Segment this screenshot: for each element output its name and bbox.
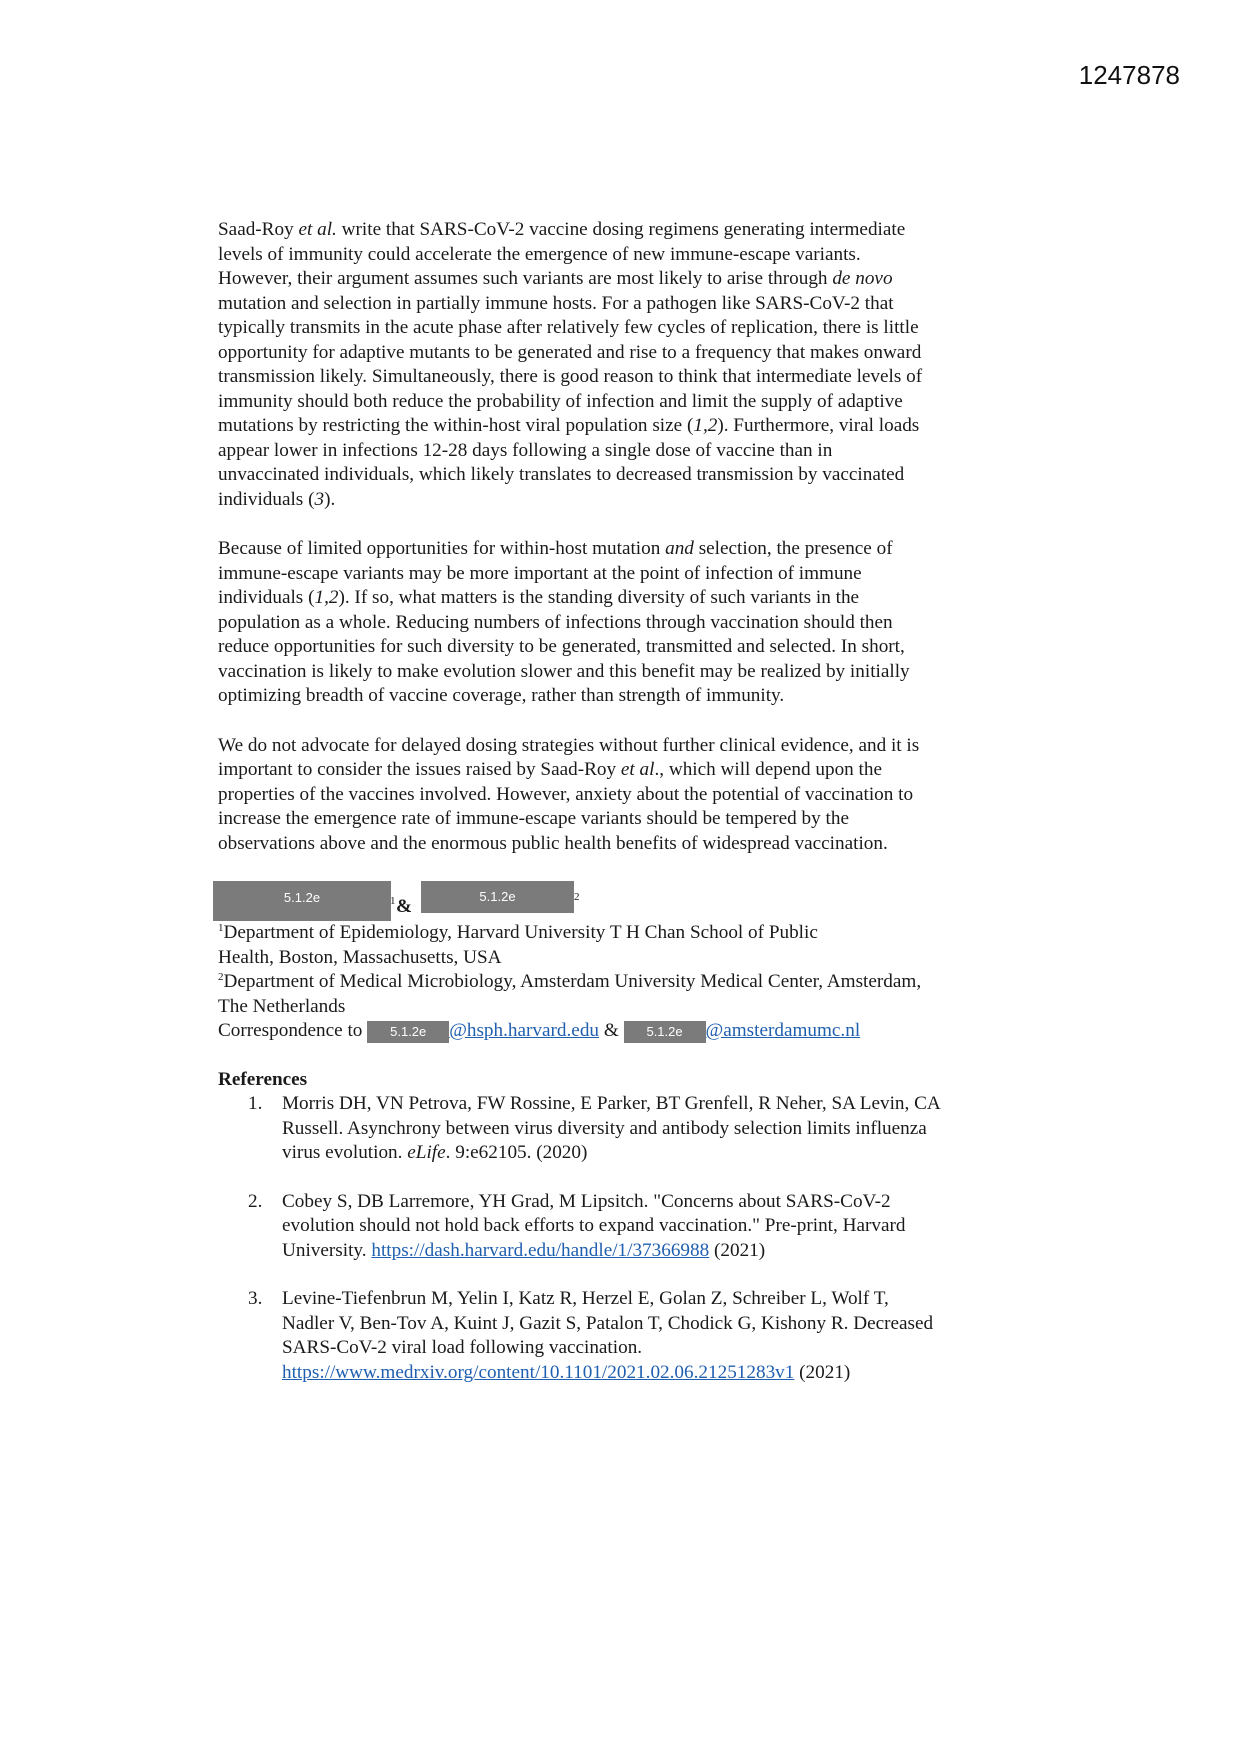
references-heading: References	[218, 1068, 308, 1090]
reference-item	[218, 1190, 1026, 1264]
text-run: Levine-Tiefenbrun M, Yelin I, Katz R, Herzel E, Golan Z, Schreiber L, Wolf T,	[282, 1288, 889, 1309]
text-run: immune-escape variants may be more important at the point of infection of immune	[218, 562, 862, 584]
email-2-domain-link[interactable]: @amsterdamumc.nl	[705, 1020, 861, 1041]
italic-text: et al.	[298, 219, 337, 240]
text-line	[218, 807, 1026, 832]
text-run: individuals (	[218, 488, 315, 510]
affiliation-line: Health, Boston, Massachusetts, USA	[218, 946, 502, 968]
text-line	[282, 1287, 1026, 1312]
text-run: optimizing breadth of vaccine coverage, rather than strength of immunity.	[218, 685, 785, 706]
text-line	[218, 414, 1026, 439]
text-line	[218, 365, 1026, 390]
text-run: mutations by restricting the within-host viral population size (	[218, 415, 694, 436]
affiliation-mark: 1	[218, 922, 224, 934]
letter-body	[218, 218, 1026, 1409]
text-line	[218, 243, 1026, 268]
reference-number: 1.	[248, 1093, 263, 1114]
redacted-author-2: 5.1.2e	[421, 881, 574, 913]
redacted-author-1: 5.1.2e	[213, 881, 391, 921]
text-line	[218, 562, 1026, 587]
text-line	[218, 783, 1026, 808]
text-run: properties of the vaccines involved. However, anxiety about the potential of vaccination to	[218, 783, 914, 805]
text-run: . 9:e62105. (2020)	[445, 1142, 588, 1163]
text-line	[282, 1117, 1026, 1142]
text-run: Nadler V, Ben-Tov A, Kuint J, Gazit S, Patalon T, Chodick G, Kishony R. Decreased	[282, 1312, 934, 1334]
text-line	[218, 832, 1026, 857]
text-line	[218, 611, 1026, 636]
italic-text: 1,2	[693, 415, 718, 436]
text-line	[282, 1312, 1026, 1337]
text-line	[282, 1190, 1026, 1215]
italic-text: de novo	[832, 268, 893, 289]
text-run: (2021)	[794, 1361, 851, 1383]
text-run: mutation and selection in partially immune hosts. For a pathogen like SARS-CoV-2 that	[218, 292, 894, 314]
text-run: observations above and the enormous public health benefits of widespread vaccination.	[218, 832, 888, 854]
text-run: selection, the presence of	[693, 538, 893, 559]
text-run: increase the emergence rate of immune-escape variants should be tempered by the	[218, 808, 849, 829]
text-run: levels of immunity could accelerate the emergence of new immune-escape variants.	[218, 243, 861, 265]
reference-item	[218, 1287, 1026, 1385]
text-run: Cobey S, DB Larremore, YH Grad, M Lipsitch. "Concerns about SARS-CoV-2	[282, 1190, 891, 1212]
text-line	[218, 586, 1026, 611]
text-run: Russell. Asynchrony between virus diversity and antibody selection limits influenza	[282, 1117, 927, 1139]
text-run: evolution should not hold back efforts to expand vaccination." Pre-print, Harvard	[282, 1215, 906, 1236]
text-run: Because of limited opportunities for within-host mutation	[218, 538, 666, 559]
text-line	[218, 684, 1026, 709]
author-ampersand: &	[396, 896, 412, 917]
correspondence-separator: &	[599, 1020, 624, 1041]
affiliation-mark: 2	[218, 971, 224, 983]
text-run: write that SARS-CoV-2 vaccine dosing regimens generating intermediate	[336, 219, 906, 240]
text-run: transmission likely. Simultaneously, there is good reason to think that intermediate levels of	[218, 366, 923, 387]
text-run: reduce opportunities for such diversity to be generated, transmitted and selected. In short,	[218, 636, 905, 657]
text-line	[218, 341, 1026, 366]
author-1-affiliation-mark: 1	[390, 895, 396, 907]
text-run: appear lower in infections 12-28 days following a single dose of vaccine than in	[218, 439, 833, 461]
text-line	[218, 267, 1026, 292]
text-run: virus evolution.	[282, 1142, 408, 1163]
affiliation-line	[218, 970, 1026, 995]
reference-link[interactable]: https://dash.harvard.edu/handle/1/37366988	[371, 1239, 710, 1261]
text-run: important to consider the issues raised by Saad-Roy	[218, 759, 621, 780]
affiliation	[218, 921, 1026, 970]
text-line	[218, 316, 1026, 341]
references-list	[218, 1092, 1026, 1385]
reference-link[interactable]: https://www.medrxiv.org/content/10.1101/2021.02.06.21251283v1	[282, 1361, 795, 1383]
correspondence-label: Correspondence to	[218, 1020, 368, 1041]
text-line	[218, 635, 1026, 660]
text-run: ). Furthermore, viral loads	[717, 415, 920, 436]
italic-text: 3	[314, 488, 325, 510]
text-run: unvaccinated individuals, which likely translates to decreased transmission by vaccinated	[218, 464, 905, 485]
redacted-email-1: 5.1.2e	[367, 1021, 449, 1043]
text-line	[218, 734, 1026, 759]
reference-number: 2.	[248, 1190, 263, 1212]
text-run: (2021)	[709, 1239, 766, 1261]
text-line	[218, 537, 1026, 562]
redacted-email-2: 5.1.2e	[624, 1021, 706, 1043]
correspondence-line	[218, 1019, 1026, 1044]
author-line	[218, 881, 1026, 921]
text-run: We do not advocate for delayed dosing strategies without further clinical evidence, and it is	[218, 734, 920, 756]
text-line	[218, 488, 1026, 513]
text-line	[218, 758, 1026, 783]
italic-text: et al	[620, 759, 655, 780]
text-run: typically transmits in the acute phase after relatively few cycles of replication, there is little	[218, 317, 919, 338]
italic-text: and	[665, 538, 694, 559]
text-line	[282, 1092, 1026, 1117]
affiliation-line: The Netherlands	[218, 995, 346, 1017]
body-paragraph	[218, 218, 1026, 512]
text-run: Morris DH, VN Petrova, FW Rossine, E Parker, BT Grenfell, R Neher, SA Levin, CA	[282, 1093, 941, 1114]
text-line	[282, 1336, 1026, 1361]
text-run: individuals (	[218, 587, 315, 608]
author-2-affiliation-mark: 2	[574, 891, 580, 903]
affiliation-line	[218, 921, 1026, 946]
text-line	[282, 1361, 1026, 1386]
affiliation-text: Department of Medical Microbiology, Amsterdam University Medical Center, Amsterdam,	[223, 971, 922, 992]
text-line	[218, 218, 1026, 243]
affiliation	[218, 970, 1026, 1019]
text-run: ., which will depend upon the	[654, 759, 882, 780]
text-run: Saad-Roy	[218, 219, 299, 240]
body-paragraph	[218, 537, 1026, 709]
text-run: SARS-CoV-2 viral load following vaccination.	[282, 1337, 643, 1358]
italic-text: eLife	[407, 1142, 446, 1163]
text-line	[282, 1141, 1026, 1166]
text-line	[218, 439, 1026, 464]
text-run: immunity should both reduce the probability of infection and limit the supply of adaptive	[218, 390, 903, 412]
text-run: University.	[282, 1239, 372, 1261]
text-line	[218, 463, 1026, 488]
text-line	[218, 390, 1026, 415]
italic-text: 1,2	[314, 587, 339, 608]
reference-item	[218, 1092, 1026, 1166]
affiliation-text: Department of Epidemiology, Harvard University T H Chan School of Public	[223, 922, 818, 943]
text-run: opportunity for adaptive mutants to be generated and rise to a frequency that makes onward	[218, 341, 922, 363]
reference-number: 3.	[248, 1288, 263, 1309]
text-line	[282, 1214, 1026, 1239]
body-paragraph	[218, 734, 1026, 857]
text-run: vaccination is likely to make evolution slower and this benefit may be realized by initially	[218, 660, 910, 682]
text-line	[218, 292, 1026, 317]
text-line	[218, 660, 1026, 685]
text-run: population as a whole. Reducing numbers of infections through vaccination should then	[218, 611, 893, 633]
text-run: ).	[324, 488, 336, 510]
email-1-domain-link[interactable]: @hsph.harvard.edu	[449, 1020, 600, 1041]
text-run: However, their argument assumes such variants are most likely to arise through	[218, 268, 833, 289]
text-line	[282, 1239, 1026, 1264]
text-run: ). If so, what matters is the standing diversity of such variants in the	[338, 587, 860, 608]
document-number: 1247878	[1078, 60, 1180, 90]
